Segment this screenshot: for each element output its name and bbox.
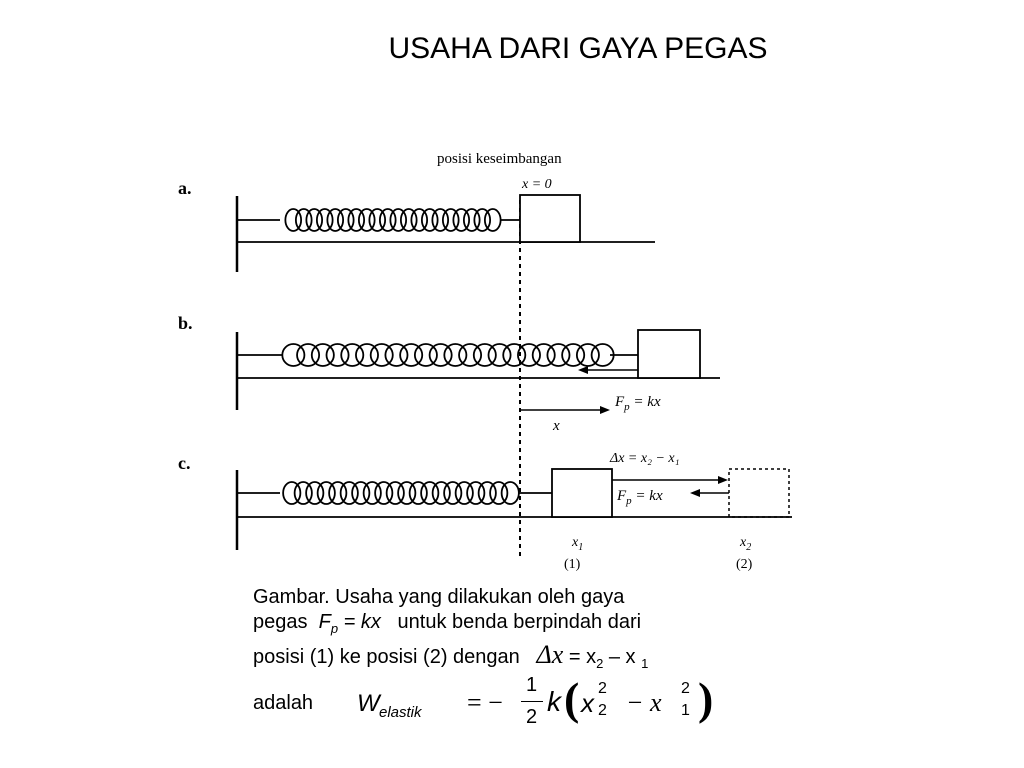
block-c-position-1	[552, 469, 612, 517]
caption-line-2: pegas $F_p$ = kx untuk benda berpindah dari	[253, 611, 642, 636]
force-arrowhead-b	[578, 366, 588, 374]
open-paren: (	[564, 673, 580, 724]
panel-b	[237, 330, 720, 434]
spring-coil-b	[282, 344, 613, 366]
x-zero-label: x = 0	[522, 177, 552, 192]
spring-coil-c	[283, 482, 519, 504]
position-1-var: $x_1$	[572, 535, 584, 553]
close-paren: )	[698, 673, 714, 724]
block-c-position-2	[729, 469, 789, 517]
block-a	[520, 195, 580, 242]
fraction-bar	[521, 701, 543, 702]
force-label-b: $F_p$ = kx	[615, 394, 661, 413]
position-1-number: (1)	[564, 557, 581, 572]
caption-line-3: posisi (1) ke posisi (2) dengan $\Delta x = x_2 - x$ $_1$	[253, 640, 649, 671]
slide-title: USAHA DARI GAYA PEGAS	[388, 32, 768, 65]
block-b	[638, 330, 700, 378]
equilibrium-label: posisi keseimbangan	[437, 151, 562, 167]
force-arrowhead-c	[690, 489, 700, 497]
panel-a	[237, 195, 655, 272]
delta-arrowhead-c	[718, 476, 728, 484]
caption-line-1: Gambar. Usaha yang dilakukan oleh gaya	[253, 586, 625, 608]
position-2-var: $x_2$	[740, 535, 752, 553]
caption-line-4: adalah W elastik = − 1 2 k ( x 2 2 − x 2 1 )	[253, 673, 714, 728]
force-label-c: $F_p$ = kx	[617, 488, 663, 507]
delta-label-c: Δx = x₂ − x₁	[610, 451, 680, 466]
panel-c	[237, 451, 792, 572]
displacement-arrowhead-b	[600, 406, 610, 414]
position-2-number: (2)	[736, 557, 753, 572]
spring-coil-a	[285, 209, 500, 231]
displacement-label-b: x	[553, 418, 560, 434]
panel-c-label: c.	[178, 453, 191, 473]
panel-a-label: a.	[178, 178, 192, 198]
panel-b-label: b.	[178, 313, 193, 333]
